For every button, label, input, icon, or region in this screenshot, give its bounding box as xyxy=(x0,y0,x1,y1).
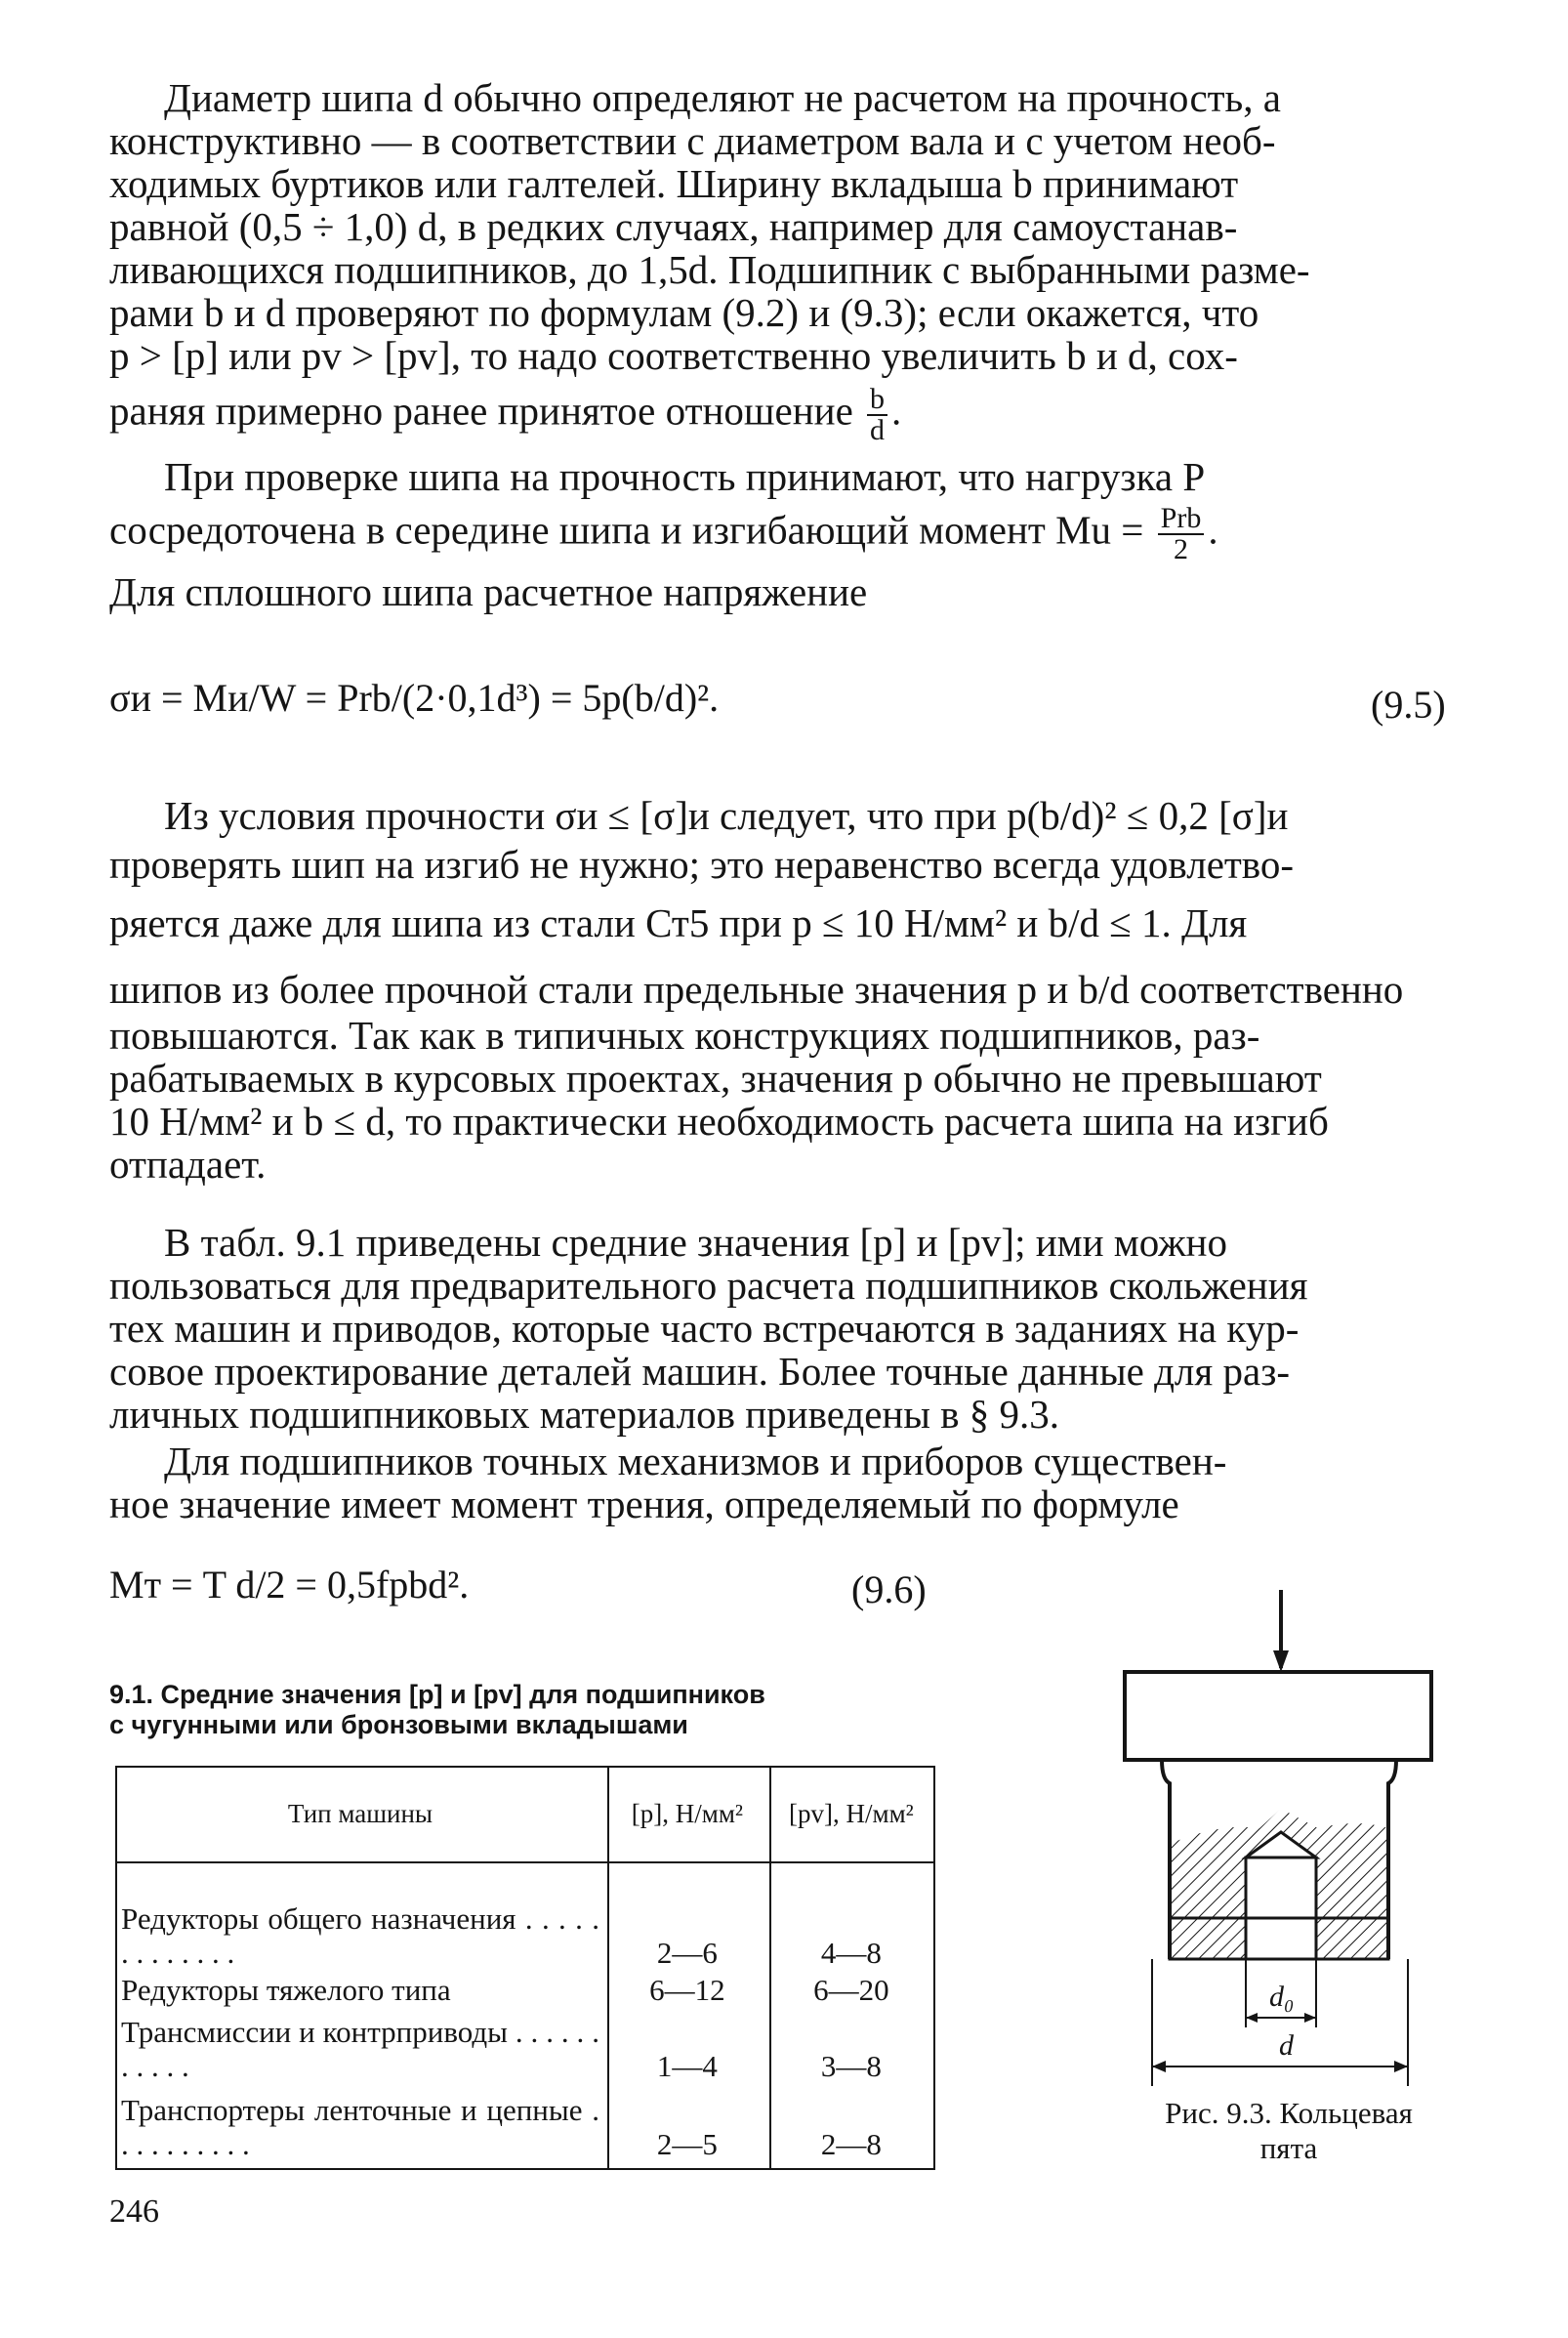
p1-line: раняя примерно ранее принятое отношение xyxy=(109,388,853,434)
table-caption xyxy=(109,1680,949,1740)
p4-line: личных подшипниковых материалов приведены в § 9.3. xyxy=(109,1392,1060,1437)
p3-line: отпадает. xyxy=(109,1142,267,1187)
cell-machine: Трансмиссии и контрприводы . . . . . . . . . . . xyxy=(121,2015,599,2083)
table-header-row xyxy=(115,1766,933,1862)
paragraph-friction-moment xyxy=(109,1440,1455,1525)
p2-line-with-fraction: сосредоточена в середине шипа и изгибающий момент Mu = $\frac{\text{Prb}}{2}$ . xyxy=(109,502,1218,565)
table-row xyxy=(115,2007,933,2083)
table-row xyxy=(115,1862,933,1970)
paragraph-table-reference xyxy=(109,1221,1455,1436)
cell-p: 6—12 xyxy=(649,1973,725,2007)
table-row xyxy=(115,2083,933,2161)
figure-caption xyxy=(1093,2096,1484,2166)
p4-line: В табл. 9.1 приведены средние значения [p] и [pv]; ими можно xyxy=(164,1220,1227,1265)
p3-line: рабатываемых в курсовых проектах, значения p обычно не превышают xyxy=(109,1056,1322,1101)
p3-line: 10 Н/мм² и b ≤ d, то практически необходимость расчета шипа на изгиб xyxy=(109,1099,1329,1144)
frac-den: 2 xyxy=(1174,533,1188,565)
paragraph-shaft-diameter xyxy=(109,76,1455,445)
cell-p: 2—6 xyxy=(656,1936,718,1970)
p1-line: рами b и d проверяют по формулам (9.2) и (9.3); если окажется, что xyxy=(109,290,1259,335)
arrow-head-icon xyxy=(1246,2013,1258,2023)
header-pv: [pv], Н/мм² xyxy=(769,1766,933,1862)
arrow-head-icon xyxy=(1152,2061,1166,2072)
figure-caption-line: пята xyxy=(1259,2131,1318,2165)
top-plate xyxy=(1125,1672,1431,1760)
p2-line: При проверке шипа на прочность принимают, что нагрузка P xyxy=(164,454,1206,499)
p1-line: Диаметр шипа d обычно определяют не расчетом на прочность, а xyxy=(164,75,1281,120)
p4-line: совое проектирование деталей машин. Более точные данные для раз- xyxy=(109,1349,1291,1394)
label-d0: d₀ xyxy=(1269,1981,1295,2013)
p3-line: ряется даже для шипа из стали Ст5 при p ≤ 10 Н/мм² и b/d ≤ 1. Для xyxy=(109,900,1248,945)
p1-line: ходимых буртиков или галтелей. Ширину вкладыша b принимают xyxy=(109,161,1239,206)
table-caption-line: с чугунными или бронзовыми вкладышами xyxy=(109,1710,688,1739)
p5-line: Для подшипников точных механизмов и приборов существен- xyxy=(164,1439,1227,1483)
table-column-divider xyxy=(607,1766,609,2168)
figure-ring-heel xyxy=(1113,1588,1445,2096)
paragraph-bending-condition xyxy=(109,791,1455,1186)
frac-num: b xyxy=(867,385,887,416)
p1-end: . xyxy=(891,388,902,434)
table-caption-line: 9.1. Средние значения [p] и [pv] для подшипников xyxy=(109,1680,765,1709)
table-column-divider xyxy=(769,1766,771,2168)
cell-pv: 6—20 xyxy=(813,1973,889,2007)
arrow-head-icon xyxy=(1273,1650,1289,1672)
cell-pv: 3—8 xyxy=(820,2049,882,2083)
header-machine-type: Тип машины xyxy=(115,1766,605,1862)
fraction-prb-over-2 xyxy=(1158,504,1205,564)
cell-p: 2—5 xyxy=(656,2127,718,2161)
central-bore xyxy=(1246,1858,1316,1959)
arrow-head-icon xyxy=(1394,2061,1408,2072)
cell-p: 1—4 xyxy=(656,2049,718,2083)
formula-9-6: Mт = T d/2 = 0,5fpbd². xyxy=(109,1563,470,1607)
cell-pv: 2—8 xyxy=(820,2127,882,2161)
paragraph-strength-check xyxy=(109,455,1455,613)
fraction-b-over-d xyxy=(867,385,887,445)
p2-line: Для сплошного шипа расчетное напряжение xyxy=(109,569,868,614)
figure-caption-line: Рис. 9.3. Кольцевая xyxy=(1165,2096,1413,2130)
p1-line: конструктивно — в соответствии с диаметром вала и с учетом необ- xyxy=(109,118,1276,163)
p3-line: Из условия прочности σи ≤ [σ]и следует, что при p(b/d)² ≤ 0,2 [σ]и xyxy=(164,793,1289,838)
equation-number: (9.5) xyxy=(1371,683,1446,727)
cell-machine: Редукторы общего назначения . . . . . . . . . . . . . xyxy=(121,1901,599,1970)
arrow-head-icon xyxy=(1304,2013,1316,2023)
table-row xyxy=(115,1970,933,2007)
p4-line: пользоваться для предварительного расчета подшипников скольжения xyxy=(109,1263,1308,1308)
p3-line: проверять шип на изгиб не нужно; это неравенство всегда удовлетво- xyxy=(109,842,1295,887)
p1-line: p > [p] или pv > [pv], то надо соответственно увеличить b и d, сох- xyxy=(109,333,1238,378)
p2-line: сосредоточена в середине шипа и изгибающий момент Mu = xyxy=(109,507,1144,553)
table-bearing-values xyxy=(115,1766,933,2161)
label-d: d xyxy=(1279,2029,1294,2062)
frac-num: Prb xyxy=(1158,504,1205,535)
header-p: [p], Н/мм² xyxy=(605,1766,769,1862)
frac-den: d xyxy=(870,414,886,446)
p4-line: тех машин и приводов, которые часто встречаются в заданиях на кур- xyxy=(109,1306,1300,1351)
p1-line: ливающихся подшипников, до 1,5d. Подшипник с выбранными разме- xyxy=(109,247,1310,292)
p3-line: шипов из более прочной стали предельные значения p и b/d соответственно xyxy=(109,967,1404,1012)
p5-line: ное значение имеет момент трения, определяемый по формуле xyxy=(109,1482,1179,1526)
equation-number: (9.6) xyxy=(851,1567,927,1611)
p1-last-line xyxy=(109,385,1455,445)
formula-9-5: σи = Mи/W = Prb/(2·0,1d³) = 5p(b/d)². xyxy=(109,676,720,720)
cell-machine: Транспортеры ленточные и цепные . . . . . . . . . . xyxy=(121,2093,599,2161)
page-number: 246 xyxy=(109,2193,159,2230)
cell-pv: 4—8 xyxy=(820,1936,882,1970)
cell-machine: Редукторы тяжелого типа xyxy=(121,1973,451,2007)
p3-line: повышаются. Так как в типичных конструкциях подшипников, раз- xyxy=(109,1013,1260,1058)
p1-line: равной (0,5 ÷ 1,0) d, в редких случаях, например для самоустанав- xyxy=(109,204,1238,249)
